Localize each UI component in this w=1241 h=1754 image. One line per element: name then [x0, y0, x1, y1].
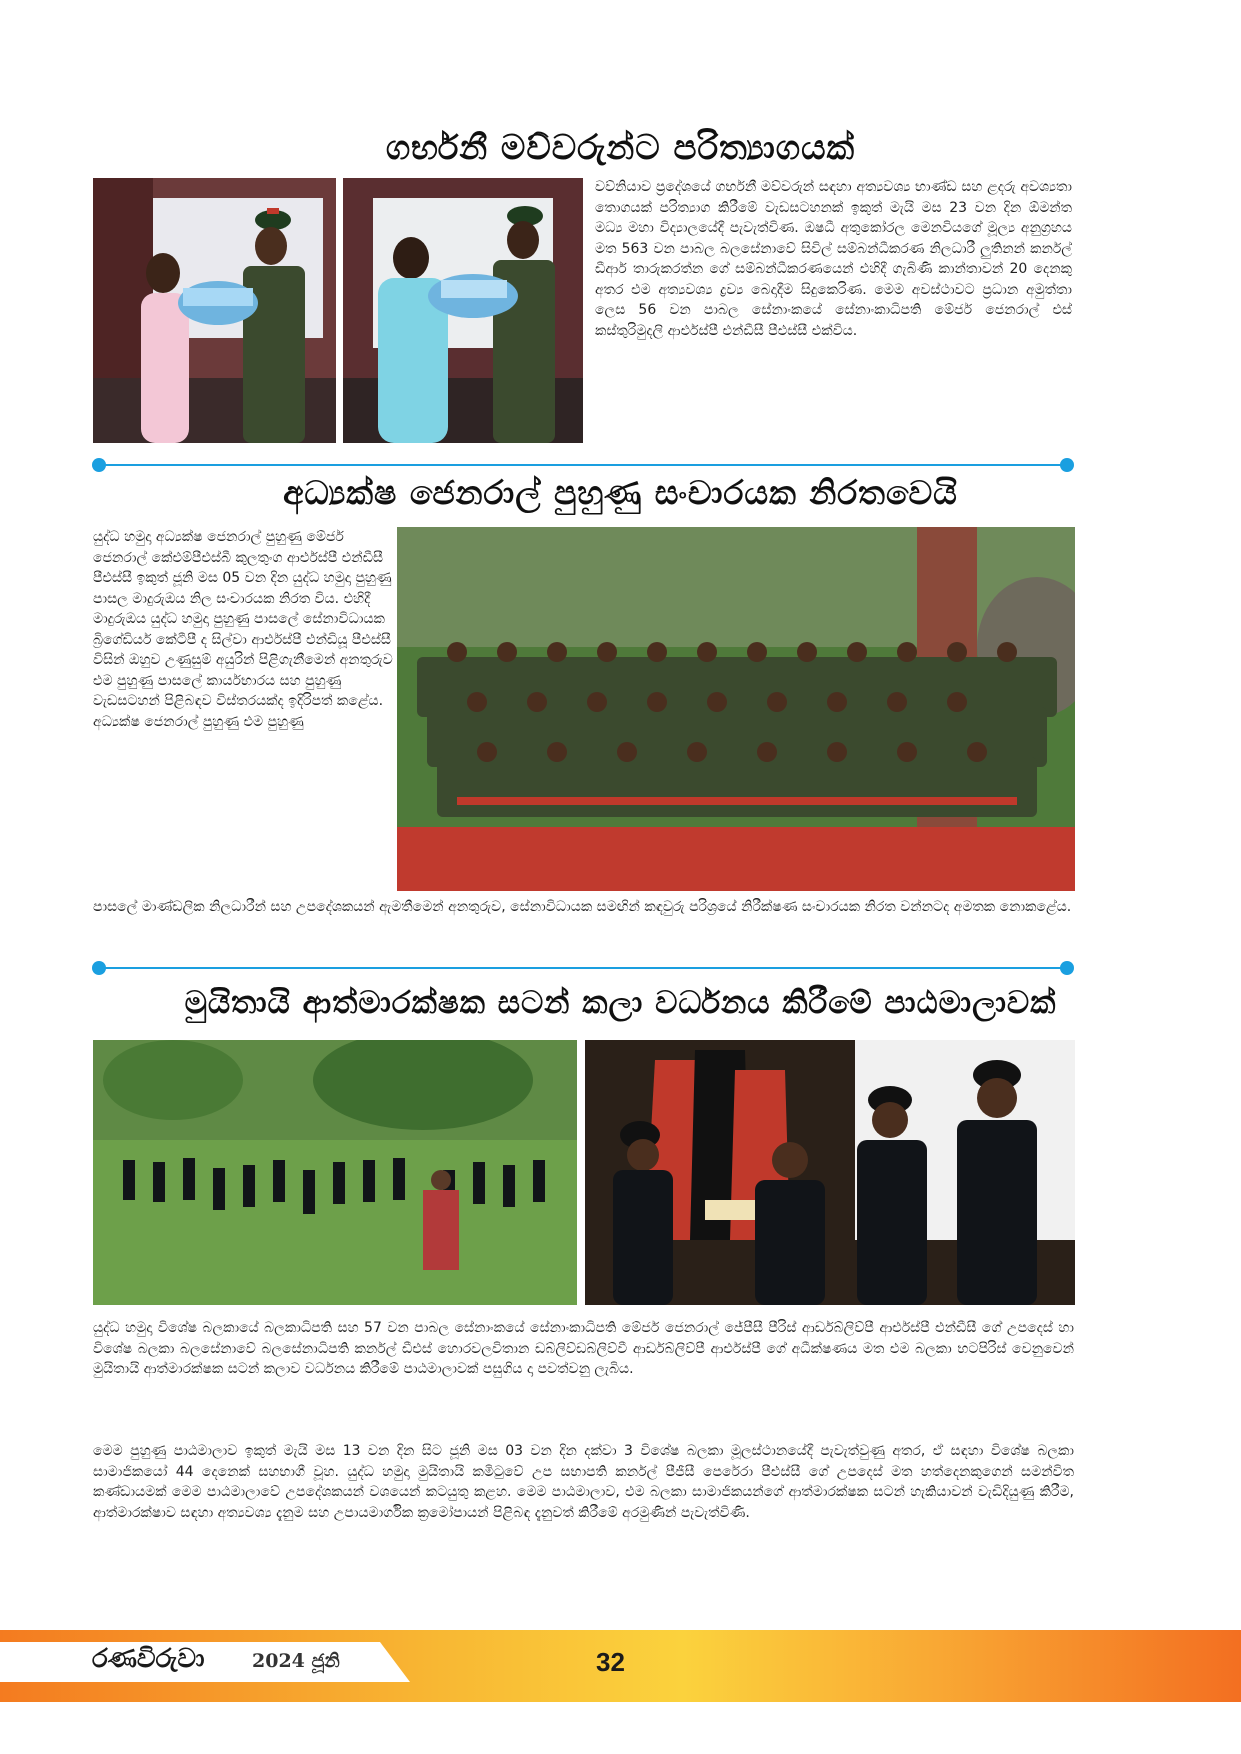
divider-dot — [1060, 961, 1074, 975]
article2-group-photo — [397, 527, 1075, 891]
article3-paragraph-2: මෙම පුහුණු පාඨමාලාව ඉකුත් මැයි මස 13 වන දින සිට ජූනි මස 03 වන දින දක්වා 3 විශේෂ බලකා මූලස්ථානයේදී පැවැත්වුණු අතර, ඒ සඳහා විශේෂ බලකා සාමාජිකයෝ 44 දෙනෙක් සහභාගී වූහ. යුද්ධ හමුදා මුයිතායි කමිටුවේ උප සභාපති කර්නල් පීජීසී පෙරේරා පීඑස්සී ගේ උපදෙස් මත හත්දෙනකුගෙන් සමන්විත කණ්ඩායමක් මෙම පාඨමාලාවේ උපදේශකයන් වශයෙන් කටයුතු කළහ. මෙම පාඨමාලාව, එම බලකා සාමාජිකයන්ගේ ආත්මාරක්ෂක සටන් හැකියාවන් වැඩිදියුණු කිරීම, ආත්මාරක්ෂාව සඳහා අත්‍යවශ්‍ය දැනුම සහ උපායමාර්ගික ක්‍රමෝපායන් පිළිබඳ දැනුවත් කිරීමේ අරමුණින් පැවැත්විණි. — [93, 1443, 1074, 1521]
article3-paragraph-1: යුද්ධ හමුදා විශේෂ බලකායේ බලකාධිපති සහ 57 වන පාබල සේනාංකයේ සේනාංකාධිපති මේජර් ජෙනරාල් ජේපීසී පීරිස් ආර්ඩබ්ලිව්පී ආර්එස්පී එන්ඩීසී ගේ උපදෙස් හා විශේෂ බලකා බලසේනාවේ බලසේනාධිපති කර්නල් ඩීඑස් හොරවලවිතාන ඩබ්ලිව්ඩබ්ලිව්වී ආර්ඩබ්ලිව්පී ආර්එස්පී ගේ අධීක්ෂණය මත එම බලකා භටපිරිස් වෙනුවෙන් මුයිතායි ආත්මාරක්ෂක සටන් කලාව වර්ධනය කිරීමේ පාඨමාලාවක් පසුගිය දා පවත්වනු ලැබිය. — [93, 1320, 1074, 1377]
article3-headline: මුයිතායි ආත්මාරක්ෂක සටන් කලා වර්ධනය කිරීමේ පාඨමාලාවක් — [184, 985, 1057, 1021]
divider-dot — [1060, 458, 1074, 472]
article2-body-column: යුද්ධ හමුදා අධ්‍යක්ෂ ජෙනරාල් පුහුණු මේජර් ජෙනරාල් කේඑම්පීඑස්බී කුලතුංග ආර්එස්පී එන්ඩීසී පීඑස්සී ඉකුත් ජූනි මස 05 වන දින යුද්ධ හමුදා පුහුණු පාසල මාදුරුඔය නිල සංචාරයක නිරත විය. එහිදී මාදුරුඔය යුද්ධ හමුදා පුහුණු පාසලේ සේනාවිධායක බ්‍රිගේඩියර් කේටීපී ද සිල්වා ආර්එස්පී එන්ඩියූ පීඑස්සී විසින් ඔහුව උණුසුම් අයුරින් පිළිගැනීමෙන් අනතුරුව එම පුහුණු පාසලේ කාර්යභාරය සහ පුහුණු වැඩසටහන් පිළිබඳව විස්තරයක්ද ඉදිරිපත් කළේය. අධ්‍යක්ෂ ජෙනරාල් පුහුණු එම පුහුණු — [93, 529, 393, 730]
page-number: 32 — [596, 1647, 625, 1677]
article1-photo-right — [343, 178, 583, 443]
article1-headline: ගර්භනී මව්වරුන්ට පරිත්‍යාගයක් — [385, 128, 856, 168]
article1-body: වව්නියාව ප්‍රදේශයේ ගර්භනී මව්වරුන් සඳහා අත්‍යවශ්‍ය භාණ්ඩ සහ ළදරු අවශ්‍යතා තොගයක් පරිත්‍යාග කිරීමේ වැඩසටහනක් ඉකුත් මැයි මස 23 වන දින ඕමන්ත මධ්‍ය මහා විද්‍යාලයේදී පැවැත්විණ. ඔෂධී අතුකෝරල මෙනවියගේ මූල්‍ය අනුග්‍රහය මත 563 වන පාබල බලසේනාවේ සිවිල් සම්බන්ධීකරණ නිලධාරී ලුතිනන් කර්නල් ඩීආර් තාරුකරත්න ගේ සම්බන්ධීකරණයෙන් එහිදී ගැබිණි කාන්තාවන් 20 දෙනකු අතර එම අත්‍යවශ්‍ය ද්‍රව්‍ය බෙදාදීම සිදුකෙරිණ. මෙම අවස්ථාවට ප්‍රධාන අමුත්තා ලෙස 56 වන පාබල සේනාංකයේ සේනාංකාධිපති මේජර් ජෙනරාල් එස් කස්තුරිමුදලි ආර්එස්පී එන්ඩීසී පීඑස්සී එක්විය. — [595, 179, 1072, 339]
article2-headline: අධ්‍යක්ෂ ජෙනරාල් පුහුණු සංචාරයක නිරතවෙයි — [283, 473, 958, 512]
article3-photo-presentation — [585, 1040, 1075, 1305]
magazine-brand: රණවිරුවා — [92, 1644, 205, 1674]
divider-rule — [100, 464, 1066, 466]
issue-date: 2024 ජූනි — [252, 1650, 340, 1672]
article3-photo-field — [93, 1040, 577, 1305]
article1-photo-left — [93, 178, 336, 443]
footer-tab — [0, 1642, 410, 1682]
divider-rule — [100, 967, 1066, 969]
article2-body-full: පාසලේ මාණ්ඩලික නිලධාරීන් සහ උපදේශකයන් ඇමතීමෙන් අනතුරුව, සේනාවිධායක සමඟින් කඳවුරු පරිශ්‍රයේ නිරීක්ෂණ සංචාරයක නිරත වන්නටද අමතක නොකළේය. — [93, 899, 1072, 915]
